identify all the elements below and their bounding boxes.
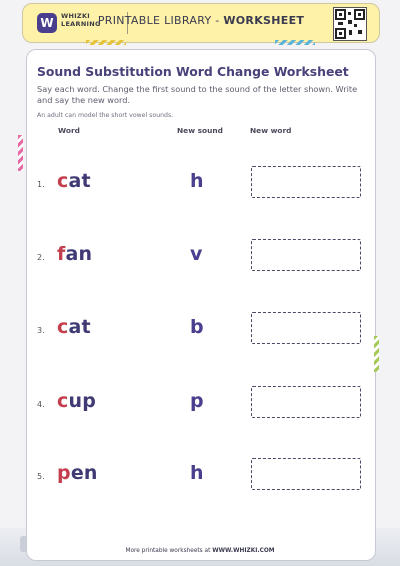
word-rest: at [68, 316, 91, 338]
footer-site-link[interactable]: WWW.WHIZKI.COM [212, 548, 275, 554]
column-header-word: Word [58, 126, 80, 135]
row-new-sound: h [190, 170, 204, 192]
word-rest: up [68, 390, 96, 412]
worksheet-instructions: Say each word. Change the first sound to the sound of the letter shown. Write and say the new word. [37, 84, 358, 105]
worksheet-title: Sound Substitution Word Change Worksheet [37, 64, 349, 79]
row-number: 4. [37, 400, 45, 409]
new-word-answer-box[interactable] [251, 312, 361, 344]
row-number: 1. [37, 180, 45, 189]
exercise-row [0, 458, 400, 498]
row-number: 5. [37, 472, 45, 481]
word-first-letter: c [57, 390, 69, 412]
exercise-row [0, 386, 400, 426]
word-rest: en [70, 462, 98, 484]
new-word-answer-box[interactable] [251, 458, 361, 490]
brand-line-2: LEARNING [61, 19, 101, 28]
footer-text: More printable worksheets at [125, 548, 213, 554]
header-title-prefix: PRINTABLE LIBRARY - [97, 14, 224, 27]
header-title [23, 14, 379, 27]
column-header-new-sound: New sound [177, 126, 223, 135]
word-first-letter: f [57, 243, 66, 265]
word-first-letter: c [57, 316, 69, 338]
yellow-stripe-deco [86, 40, 126, 45]
row-new-sound: b [190, 316, 204, 338]
whizki-logo-icon: W [37, 13, 57, 33]
worksheet-note: An adult can model the short vowel sounds. [37, 112, 174, 119]
row-new-sound: h [190, 462, 204, 484]
exercise-row [0, 312, 400, 352]
row-number: 3. [37, 326, 45, 335]
row-word [57, 390, 96, 412]
footer [0, 548, 400, 554]
header-title-emphasis: WORKSHEET [223, 14, 305, 27]
row-word [57, 316, 91, 338]
word-rest: an [65, 243, 93, 265]
row-word [57, 462, 98, 484]
blue-stripe-deco [275, 40, 315, 45]
word-first-letter: p [57, 462, 71, 484]
row-word [57, 170, 91, 192]
new-word-answer-box[interactable] [251, 166, 361, 198]
new-word-answer-box[interactable] [251, 239, 361, 271]
new-word-answer-box[interactable] [251, 386, 361, 418]
word-rest: at [68, 170, 91, 192]
header-band [22, 3, 380, 43]
qr-code-icon [333, 7, 367, 41]
brand-line-1: WHIZKI [61, 12, 90, 20]
row-new-sound: v [190, 243, 203, 265]
exercise-row [0, 239, 400, 279]
word-first-letter: c [57, 170, 69, 192]
row-word [57, 243, 92, 265]
column-header-new-word: New word [250, 126, 292, 135]
exercise-row [0, 166, 400, 206]
row-new-sound: p [190, 390, 204, 412]
row-number: 2. [37, 253, 45, 262]
